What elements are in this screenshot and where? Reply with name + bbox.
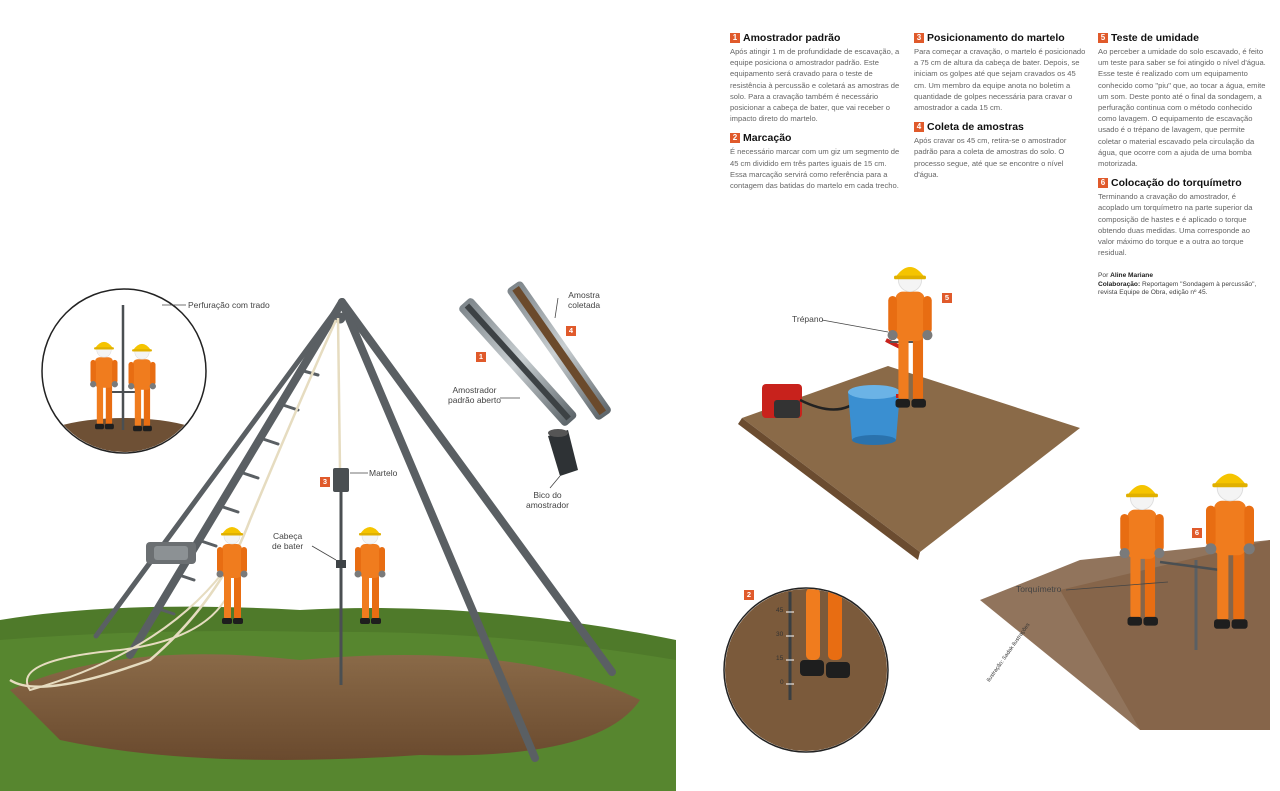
badge-step-2: 2 xyxy=(744,590,754,600)
step-number: 4 xyxy=(914,122,924,132)
step-body: Após atingir 1 m de profundidade de escavação, a equipe posiciona o amostrador padrão. Este equipamento será cravado para o teste de resistência à percussão e coletará as amostras de solo. Para a cravação também é necessário posicionar a cabeça de bater, que vai receber o impacto direto do martelo. xyxy=(730,47,900,124)
label-amostra-coletada xyxy=(568,290,600,310)
label-amostra-line1: Amostra xyxy=(568,290,600,300)
step-title: Teste de umidade xyxy=(1111,32,1199,44)
badge-step-6: 6 xyxy=(1192,528,1202,538)
step-body: Ao perceber a umidade do solo escavado, é feito um teste para saber se foi atingido o nível d'água. Esse teste é realizado com um equipamento conhecido como "piu" que, ao tocar a água, emite um som. Deste ponto até o final da sondagem, a perfuração continua com o método conhecido como lavagem. O equipamento de escavação usado é o trépano de lavagem, que permite coletar o material escavado pela circulação da água, que ocorre com a ajuda de uma bomba motorizada. xyxy=(1098,47,1266,169)
text-column-1 xyxy=(730,32,900,199)
scene-torque xyxy=(980,474,1270,730)
label-perfuracao: Perfuração com trado xyxy=(188,300,270,310)
label-trepano: Trépano xyxy=(792,314,824,324)
credit-by-label: Por xyxy=(1098,272,1109,280)
step-number: 5 xyxy=(1098,33,1108,43)
step-body: Terminando a cravação do amostrador, é acoplado um torquímetro na parte superior da composição de hastes e é aplicado o torque obtendo duas medidas. Uma corresponde ao valor máximo do torque e a outra ao torque residual. xyxy=(1098,192,1253,258)
step-title: Amostrador padrão xyxy=(743,32,841,44)
credit-collab-label: Colaboração: xyxy=(1098,280,1141,288)
ruler-mark: 45 xyxy=(776,607,784,614)
step-number: 3 xyxy=(914,33,924,43)
step-body: Para começar a cravação, o martelo é posicionado a 75 cm de altura da cabeça de bater. Depois, se iniciam os golpes até que sejam cravados os 45 cm. Um membro da equipe anota no boletim a quantidade de golpes necessária para cravar o amostrador a cada 15 cm. xyxy=(914,47,1086,113)
step-title: Coleta de amostras xyxy=(927,121,1024,134)
step-1 xyxy=(730,32,900,124)
label-amostrador-padrao xyxy=(448,385,501,405)
step-title: Marcação xyxy=(743,132,792,145)
scene-water-test xyxy=(738,267,1080,560)
label-cabeca-line1: Cabeça xyxy=(272,531,303,541)
text-column-3 xyxy=(1098,32,1268,298)
step-4 xyxy=(914,121,1086,180)
badge-step-1: 1 xyxy=(476,352,486,362)
step-5 xyxy=(1098,32,1268,169)
label-bico-line1: Bico do xyxy=(533,490,562,500)
step-title: Posicionamento do martelo xyxy=(927,32,1065,44)
badge-step-5: 5 xyxy=(942,293,952,303)
step-title: Colocação do torquímetro xyxy=(1111,177,1242,190)
step-3 xyxy=(914,32,1086,113)
drive-head xyxy=(336,560,346,568)
credit-author: Aline Mariane xyxy=(1110,272,1153,280)
text-column-2 xyxy=(914,32,1086,188)
illustration-credit: Ilustração: Sadak Ilustrações xyxy=(986,622,1032,684)
step-2 xyxy=(730,132,900,191)
step-body: É necessário marcar com um giz um segmento de 45 cm dividido em três partes iguais de 15 cm. Essa marcação servirá como referência para a contagem das batidas do martelo em cada trecho. xyxy=(730,147,900,191)
main-scene-ground xyxy=(0,607,676,791)
step-number: 6 xyxy=(1098,178,1108,188)
ruler-mark: 30 xyxy=(776,631,784,638)
label-amostrador-line1: Amostrador xyxy=(452,385,497,395)
inset-marking xyxy=(720,586,890,756)
inset-auger xyxy=(29,289,219,478)
label-cabeca-line2: de bater xyxy=(272,541,304,551)
label-amostrador-line2: padrão aberto xyxy=(448,395,501,405)
step-6 xyxy=(1098,177,1268,258)
ruler-mark: 0 xyxy=(780,679,784,686)
label-bico-line2: amostrador xyxy=(526,500,569,510)
step-number: 2 xyxy=(730,133,740,143)
step-body: Após cravar os 45 cm, retira-se o amostrador padrão para a coleta de amostras do solo. O processo segue, até que se encontre o nível d'água. xyxy=(914,136,1067,179)
label-bico-amostrador xyxy=(526,490,569,510)
badge-step-3: 3 xyxy=(320,477,330,487)
badge-step-4: 4 xyxy=(566,326,576,336)
credits xyxy=(1098,272,1268,298)
sampler-tip xyxy=(548,429,578,476)
label-amostra-line2: coletada xyxy=(568,300,601,310)
winch xyxy=(146,542,196,564)
ruler-mark: 15 xyxy=(776,655,784,662)
label-martelo: Martelo xyxy=(369,468,398,478)
hammer xyxy=(333,468,349,492)
label-torquimetro: Torquímetro xyxy=(1016,584,1062,594)
credit-collab-text: Reportagem "Sondagem à percussão", revista Equipe de Obra, edição nº 45. xyxy=(1098,280,1257,297)
label-cabeca-de-bater xyxy=(272,531,303,551)
step-number: 1 xyxy=(730,33,740,43)
